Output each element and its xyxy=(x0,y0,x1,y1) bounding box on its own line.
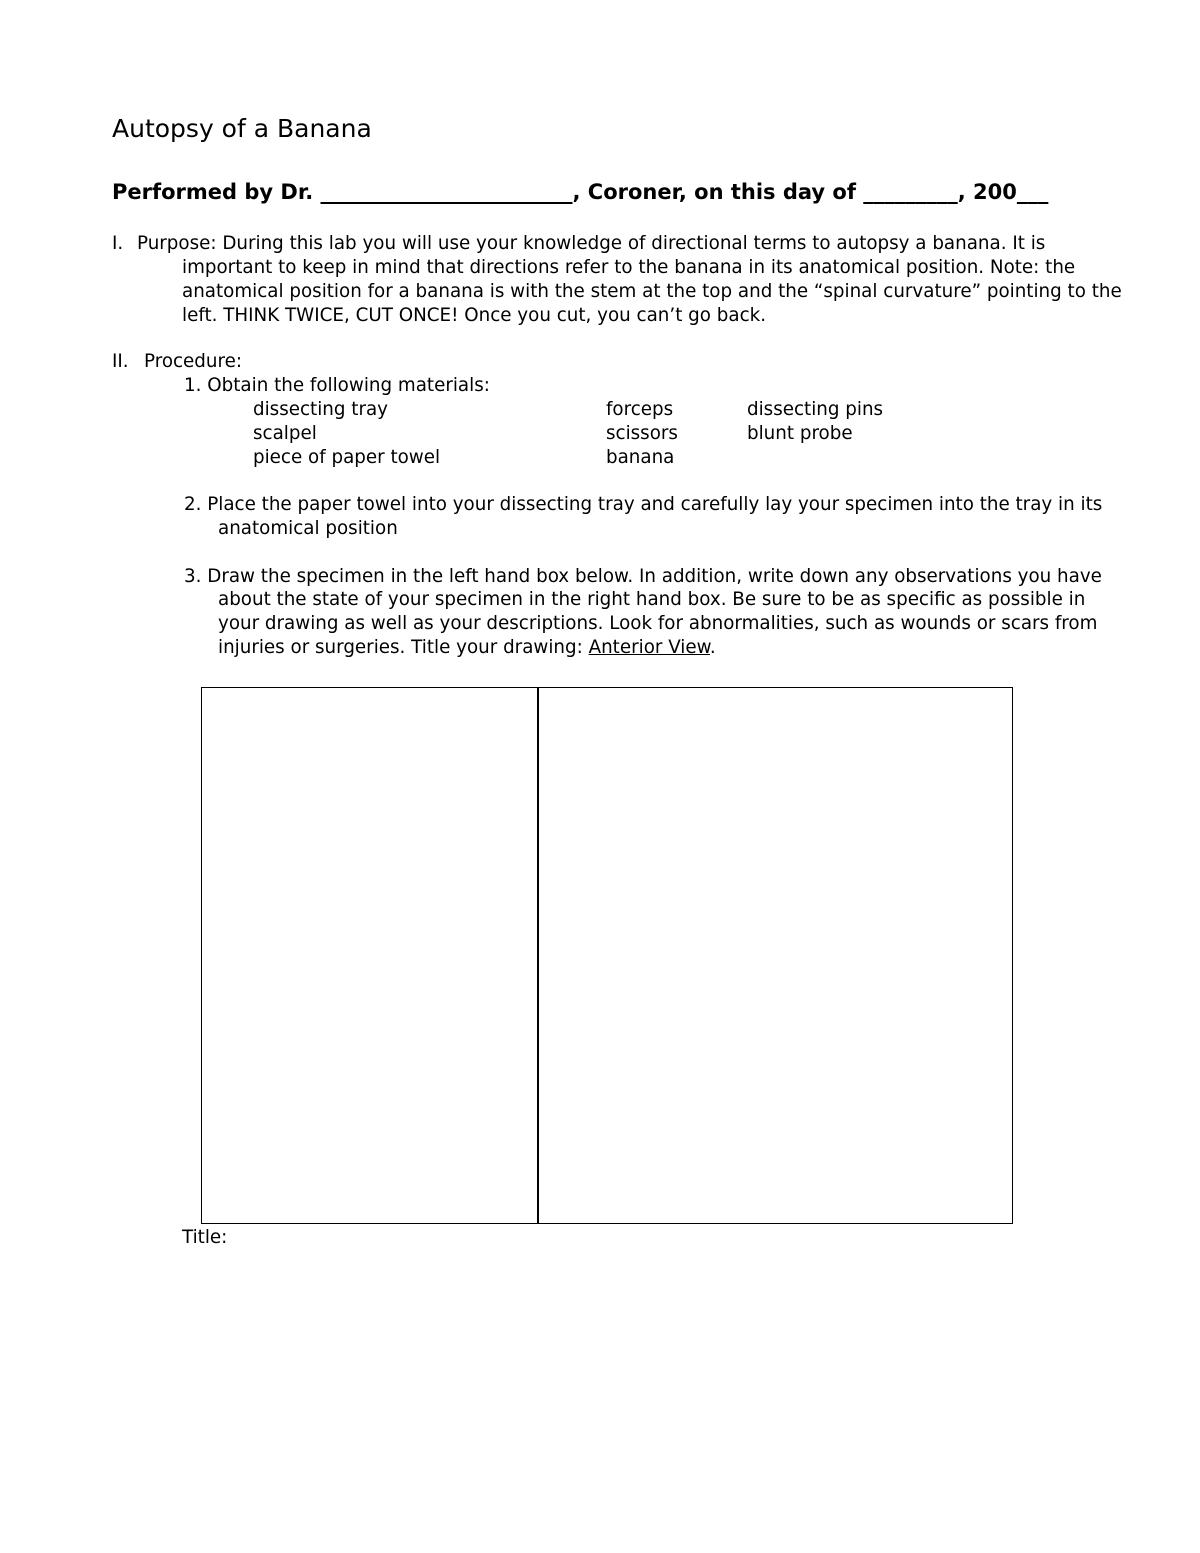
drawing-title-label: Title: xyxy=(182,1227,228,1248)
step-1-label: 1. Obtain the following materials: xyxy=(184,375,490,396)
purpose-numeral: I. xyxy=(112,233,124,254)
step-3-line-4 xyxy=(218,636,716,660)
procedure-numeral: II. xyxy=(112,351,129,372)
material-item: scissors xyxy=(606,423,678,444)
drawing-title-hint: Anterior View xyxy=(588,637,710,658)
byline: Performed by Dr. ________________________, Coroner, on this day of _________, 200___ xyxy=(112,180,1049,204)
drawing-box[interactable] xyxy=(202,688,537,1223)
document-title: Autopsy of a Banana xyxy=(112,114,372,143)
procedure-heading: Procedure: xyxy=(144,351,243,372)
purpose-line-1: Purpose: During this lab you will use your knowledge of directional terms to autopsy a banana. It is xyxy=(137,233,1046,254)
material-item: blunt probe xyxy=(747,423,853,444)
step-3-line-4-prefix: injuries or surgeries. Title your drawing: xyxy=(218,637,589,658)
step-3-line-1: 3. Draw the specimen in the left hand box below. In addition, write down any observations you have xyxy=(184,566,1102,587)
step-2-line-2: anatomical position xyxy=(218,518,398,539)
purpose-line-3: anatomical position for a banana is with the stem at the top and the “spinal curvature” pointing to the xyxy=(182,281,1122,302)
step-3-line-2: about the state of your specimen in the right hand box. Be sure to be as specific as possible in xyxy=(218,589,1086,610)
material-item: dissecting tray xyxy=(253,399,388,420)
drawing-observation-table xyxy=(201,687,1013,1224)
step-3-line-4-suffix: . xyxy=(709,637,716,658)
material-item: dissecting pins xyxy=(747,399,884,420)
material-item: scalpel xyxy=(253,423,317,444)
material-item: forceps xyxy=(606,399,674,420)
step-3-line-3: your drawing as well as your descriptions. Look for abnormalities, such as wounds or scars from xyxy=(218,613,1098,634)
purpose-line-4: left. THINK TWICE, CUT ONCE! Once you cut, you can’t go back. xyxy=(182,305,767,326)
observations-box[interactable] xyxy=(539,688,1012,1223)
material-item: banana xyxy=(606,447,675,468)
step-2-line-1: 2. Place the paper towel into your dissecting tray and carefully lay your specimen into the tray in its xyxy=(184,494,1103,515)
material-item: piece of paper towel xyxy=(253,447,441,468)
purpose-line-2: important to keep in mind that directions refer to the banana in its anatomical position. Note: the xyxy=(182,257,1076,278)
